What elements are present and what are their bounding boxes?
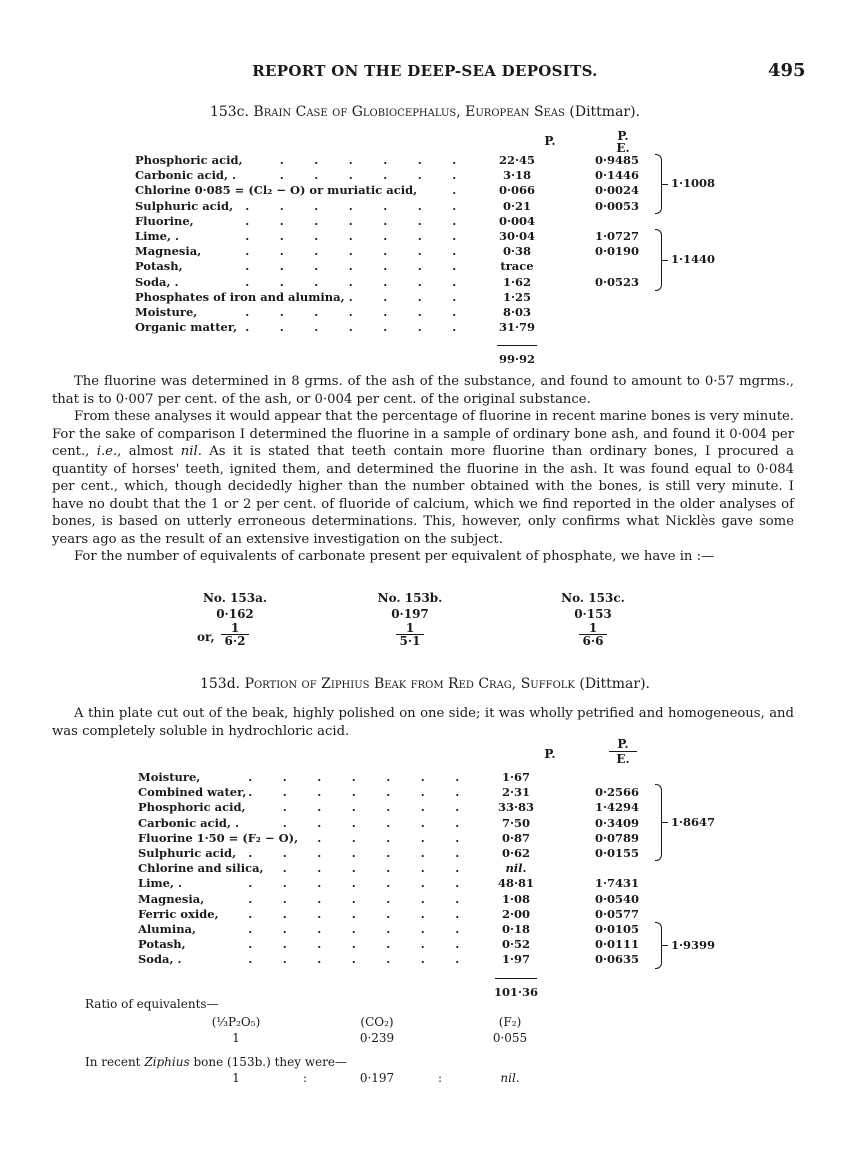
leader-dots: . . . . . . . xyxy=(245,305,457,319)
row-label: Potash, xyxy=(135,259,183,274)
leader-dots: . . . . . . xyxy=(282,815,460,830)
leader-dots: . . . . xyxy=(348,289,457,304)
brace-acids-tip xyxy=(662,822,668,823)
brace-acids-tip xyxy=(662,184,668,185)
leader-dots: . . . . . . . xyxy=(245,229,457,243)
table-row xyxy=(135,214,755,229)
value-p: 33·83 xyxy=(497,800,534,815)
table-row xyxy=(138,831,758,846)
pe-denominator: E. xyxy=(616,752,630,766)
equivalents-label: No. 153b. xyxy=(377,591,443,605)
ratio-col-p2o5: (⅓P₂O₅) xyxy=(211,1015,261,1029)
equivalents-value: 0·162 xyxy=(216,607,254,621)
value-p-over-e: 0·2566 xyxy=(594,785,639,800)
value-p: 3·18 xyxy=(502,168,531,183)
column-header-pe xyxy=(603,738,643,765)
value-p: 8·03 xyxy=(502,305,531,319)
leader-dots: . . . . . . xyxy=(282,861,460,876)
value-p: 0·21 xyxy=(502,198,531,213)
value-p: 48·81 xyxy=(497,876,534,891)
table-row xyxy=(138,785,758,800)
value-p-over-e: 0·0105 xyxy=(594,922,639,936)
section-d-author: (Dittmar). xyxy=(579,676,651,692)
value-p-over-e: 0·0155 xyxy=(594,846,639,860)
value-p-over-e: 0·0053 xyxy=(594,198,639,213)
value-p-over-e: 1·0727 xyxy=(594,229,639,243)
table-row xyxy=(135,183,755,198)
brace-bases xyxy=(655,229,662,291)
leader-dots: . . . . . . . xyxy=(248,952,460,967)
section-d-heading: Portion of Ziphius Beak from Red Crag, Suffolk xyxy=(244,676,575,692)
leader-dots: . . . . . . . xyxy=(248,846,460,860)
row-label: Phosphoric acid, xyxy=(135,153,243,167)
value-p: 0·62 xyxy=(501,846,530,860)
value-p-over-e: 1·4294 xyxy=(594,800,639,815)
equivalents-label: No. 153a. xyxy=(202,591,268,605)
table-row xyxy=(138,770,758,785)
table-row xyxy=(138,816,758,831)
sum-rule xyxy=(497,345,537,346)
value-p-over-e: 0·0523 xyxy=(594,274,639,289)
pe-numerator: P. xyxy=(617,129,629,143)
equivalents-fraction xyxy=(396,622,425,647)
value-p-over-e: 0·0111 xyxy=(594,937,639,952)
section-d-intro-text: A thin plate cut out of the beak, highly polished on one side; it was wholly petrified and homogeneous, and was completely soluble in hydrochloric acid. xyxy=(52,706,794,739)
table-row xyxy=(135,244,755,259)
table-row xyxy=(138,861,758,876)
value-p: 1·67 xyxy=(501,770,530,784)
row-label: Soda, . xyxy=(138,952,182,967)
value-p: 0·87 xyxy=(501,830,530,845)
paragraph-carbonate-intro: For the number of equivalents of carbonate present per equivalent of phosphate, we have in :— xyxy=(74,549,715,564)
value-p: 30·04 xyxy=(498,229,535,243)
value-p: 1·97 xyxy=(501,952,530,967)
section-c-number: 153c. xyxy=(209,104,249,120)
leader-dots: . . . . . . . xyxy=(248,922,460,936)
equivalents-block xyxy=(150,590,670,660)
row-label: Organic matter, xyxy=(135,320,238,335)
row-label: Carbonic acid, . xyxy=(135,168,236,183)
table-row xyxy=(135,168,755,183)
fraction-numerator: 1 xyxy=(405,621,415,635)
fraction-denominator: 6·2 xyxy=(221,634,250,647)
para-italic: nil xyxy=(180,444,198,459)
row-label: Soda, . xyxy=(135,274,179,289)
value-p: 1·62 xyxy=(502,274,531,289)
row-label: Ferric oxide, xyxy=(138,906,219,921)
ratio-col-f2: (F₂) xyxy=(498,1015,522,1029)
value-p-over-e: 0·0577 xyxy=(594,906,639,921)
recent-value-3: nil. xyxy=(500,1071,520,1085)
leader-dots: . . . . . . . xyxy=(245,274,457,289)
brace-bases-total: 1·1440 xyxy=(671,252,716,266)
brace-bases-total: 1·9399 xyxy=(671,938,716,952)
column-header-p: P. xyxy=(544,747,556,761)
recent-label-pre: In recent xyxy=(85,1055,145,1069)
ratio-value-f2: 0·055 xyxy=(492,1031,528,1045)
row-label: Magnesia, xyxy=(135,244,202,259)
section-c-heading: Brain Case of Globiocephalus, European Seas xyxy=(253,104,565,120)
row-label: Lime, . xyxy=(135,229,179,243)
brace-bases-tip xyxy=(662,945,668,946)
value-p: 22·45 xyxy=(498,153,535,167)
ratio-heading: Ratio of equivalents— xyxy=(85,997,219,1011)
value-p: trace xyxy=(500,259,534,274)
fraction-denominator: 5·1 xyxy=(396,634,425,647)
leader-dots: . . . . . . . xyxy=(248,770,460,784)
leader-dots: . xyxy=(452,183,457,198)
table-row xyxy=(135,305,755,320)
row-label: Combined water, xyxy=(138,785,247,800)
equivalents-col-153c xyxy=(543,590,643,647)
leader-dots: . . . . . . . xyxy=(245,259,457,274)
paragraph-fluorine-determination: The fluorine was determined in 8 grms. of the ash of the substance, and found to amount to 0·57 mgrms., that is to 0·007 per cent. of the ash, or 0·004 per cent. of the original substance. xyxy=(52,374,794,407)
pe-numerator: P. xyxy=(617,737,629,751)
paragraph-fluorine-discussion xyxy=(52,408,794,548)
ratio-value-p2o5: 1 xyxy=(232,1031,240,1045)
value-p: 7·50 xyxy=(501,815,530,830)
brace-acids-total: 1·8647 xyxy=(671,815,716,829)
leader-dots: . . . . . . . xyxy=(245,244,457,259)
recent-label-italic: Ziphius xyxy=(144,1055,190,1069)
row-label: Sulphuric acid, xyxy=(135,198,234,213)
value-p: 1·08 xyxy=(501,891,530,906)
value-p: 31·79 xyxy=(498,320,535,335)
table-row xyxy=(138,892,758,907)
brace-acids-total: 1·1008 xyxy=(671,176,716,190)
or-label: or, xyxy=(197,630,215,644)
leader-dots: . . . . . . . xyxy=(248,937,460,952)
brace-acids xyxy=(655,784,662,861)
row-label: Sulphuric acid, xyxy=(138,846,237,860)
row-label: Fluorine 1·50 = (F₂ − O), xyxy=(138,830,299,845)
leader-dots: . . . . . . . xyxy=(248,891,460,906)
row-label: Lime, . xyxy=(138,876,182,891)
pe-denominator: E. xyxy=(616,141,630,155)
table-row xyxy=(135,290,755,305)
fraction-numerator: 1 xyxy=(230,621,240,635)
table-row xyxy=(135,229,755,244)
leader-dots: . . . . . xyxy=(317,830,460,845)
table-row xyxy=(138,922,758,937)
recent-separator: : xyxy=(437,1071,443,1085)
value-p: 2·00 xyxy=(501,906,530,921)
column-header-p: P. xyxy=(544,134,556,148)
page-number: 495 xyxy=(768,60,806,81)
row-label: Magnesia, xyxy=(138,891,205,906)
leader-dots: . . . . . . xyxy=(282,800,460,815)
para-text: . As it is stated that teeth contain more fluorine than ordinary bones, I procured a quantity of horses' teeth, ignited them, and determined the fluorine in the ash. It was found equal to 0·084 per cent., which, though decidedly higher than the number obtained with the bones, is still very minute. I have no doubt that the 1 or 2 per cent. of fluoride of calcium, which we find reported in the older analyses of bones, is based on utterly erroneous determinations. This, however, only confirms what Nicklès gave some years ago as the result of an extensive investigation on the subject. xyxy=(52,444,794,547)
table-row xyxy=(138,800,758,815)
body-text-1 xyxy=(52,373,794,566)
value-p-over-e: 1·7431 xyxy=(594,876,639,891)
recent-ziphius-label xyxy=(85,1055,347,1069)
recent-value-1: 1 xyxy=(232,1071,240,1085)
table-row xyxy=(135,259,755,274)
row-label: Alumina, xyxy=(138,922,197,936)
leader-dots: . . . . . . . xyxy=(248,876,460,891)
para-italic: i.e. xyxy=(96,444,118,459)
para-text: From these analyses it would appear that the percentage of fluorine in recent marine bones is very minute. For the sake of comparison I determined the fluorine in a sample of ordinary bone ash, and found it 0·004 per cent., xyxy=(52,409,794,459)
table-row xyxy=(135,275,755,290)
table-row xyxy=(135,199,755,214)
value-p: 0·52 xyxy=(501,937,530,952)
table-row xyxy=(138,952,758,967)
fraction-numerator: 1 xyxy=(588,621,598,635)
value-p: 0·066 xyxy=(498,183,535,198)
value-p-over-e: 0·0540 xyxy=(594,891,639,906)
row-label: Potash, xyxy=(138,937,186,952)
brace-acids xyxy=(655,154,662,214)
table-row xyxy=(135,320,755,335)
brace-bases-tip xyxy=(662,260,668,261)
table-row xyxy=(135,153,755,168)
leader-dots: . . . . . . . xyxy=(245,198,457,213)
value-p-over-e: 0·0635 xyxy=(594,952,639,967)
leader-dots: . . . . . . xyxy=(279,168,457,183)
total-value: 101·36 xyxy=(493,985,538,999)
value-p-over-e: 0·3409 xyxy=(594,815,639,830)
leader-dots: . . . . . . . xyxy=(245,213,457,228)
value-p: 0·38 xyxy=(502,244,531,259)
value-p: 2·31 xyxy=(501,785,530,800)
section-d-number: 153d. xyxy=(199,676,241,692)
section-c-author: (Dittmar). xyxy=(569,104,641,120)
equivalents-value: 0·153 xyxy=(574,607,612,621)
leader-dots: . . . . . . . xyxy=(248,906,460,921)
equivalents-fraction xyxy=(221,622,250,647)
row-label: Phosphates of iron and alumina, xyxy=(135,289,345,304)
equivalents-col-153b xyxy=(360,590,460,647)
row-label: Phosphoric acid, xyxy=(138,800,246,815)
equivalents-fraction xyxy=(579,622,608,647)
recent-label-post: bone (153b.) they were— xyxy=(189,1055,348,1069)
value-p: nil. xyxy=(505,861,527,876)
row-label: Chlorine 0·085 = (Cl₂ − O) or muriatic acid, xyxy=(135,183,418,198)
analysis-table-153c xyxy=(135,130,755,370)
value-p: 1·25 xyxy=(502,289,531,304)
value-p-over-e: 0·0024 xyxy=(594,183,639,198)
value-p-over-e: 0·0190 xyxy=(594,244,639,259)
sum-rule xyxy=(495,978,537,979)
leader-dots: . . . . . . xyxy=(279,153,457,167)
section-c-title xyxy=(0,104,850,120)
recent-separator: : xyxy=(302,1071,308,1085)
ratio-value-co2: 0·239 xyxy=(359,1031,395,1045)
leader-dots: . . . . . . . xyxy=(248,785,460,800)
total-value: 99·92 xyxy=(498,352,535,366)
recent-value-2: 0·197 xyxy=(359,1071,395,1085)
row-label: Chlorine and silica, xyxy=(138,861,264,876)
row-label: Moisture, xyxy=(138,770,201,784)
value-p-over-e: 0·9485 xyxy=(594,153,639,167)
para-text: , almost xyxy=(117,444,181,459)
row-label: Fluorine, xyxy=(135,213,194,228)
value-p: 0·004 xyxy=(498,213,535,228)
section-d-intro xyxy=(52,705,794,740)
value-p-over-e: 0·0789 xyxy=(594,830,639,845)
equivalents-label: No. 153c. xyxy=(561,591,625,605)
brace-bases xyxy=(655,922,662,969)
table-row xyxy=(138,846,758,861)
running-head: REPORT ON THE DEEP-SEA DEPOSITS. xyxy=(252,62,598,80)
row-label: Carbonic acid, . xyxy=(138,815,239,830)
column-header-pe xyxy=(603,130,643,154)
table-row xyxy=(138,907,758,922)
fraction-denominator: 6·6 xyxy=(579,634,608,647)
leader-dots: . . . . . . . xyxy=(245,320,457,335)
section-d-title xyxy=(0,676,850,692)
equivalents-value: 0·197 xyxy=(391,607,429,621)
table-row xyxy=(138,876,758,891)
row-label: Moisture, xyxy=(135,305,198,319)
ratio-col-co2: (CO₂) xyxy=(360,1015,394,1029)
value-p-over-e: 0·1446 xyxy=(594,168,639,183)
value-p: 0·18 xyxy=(501,922,530,936)
analysis-table-153d xyxy=(138,738,758,1000)
